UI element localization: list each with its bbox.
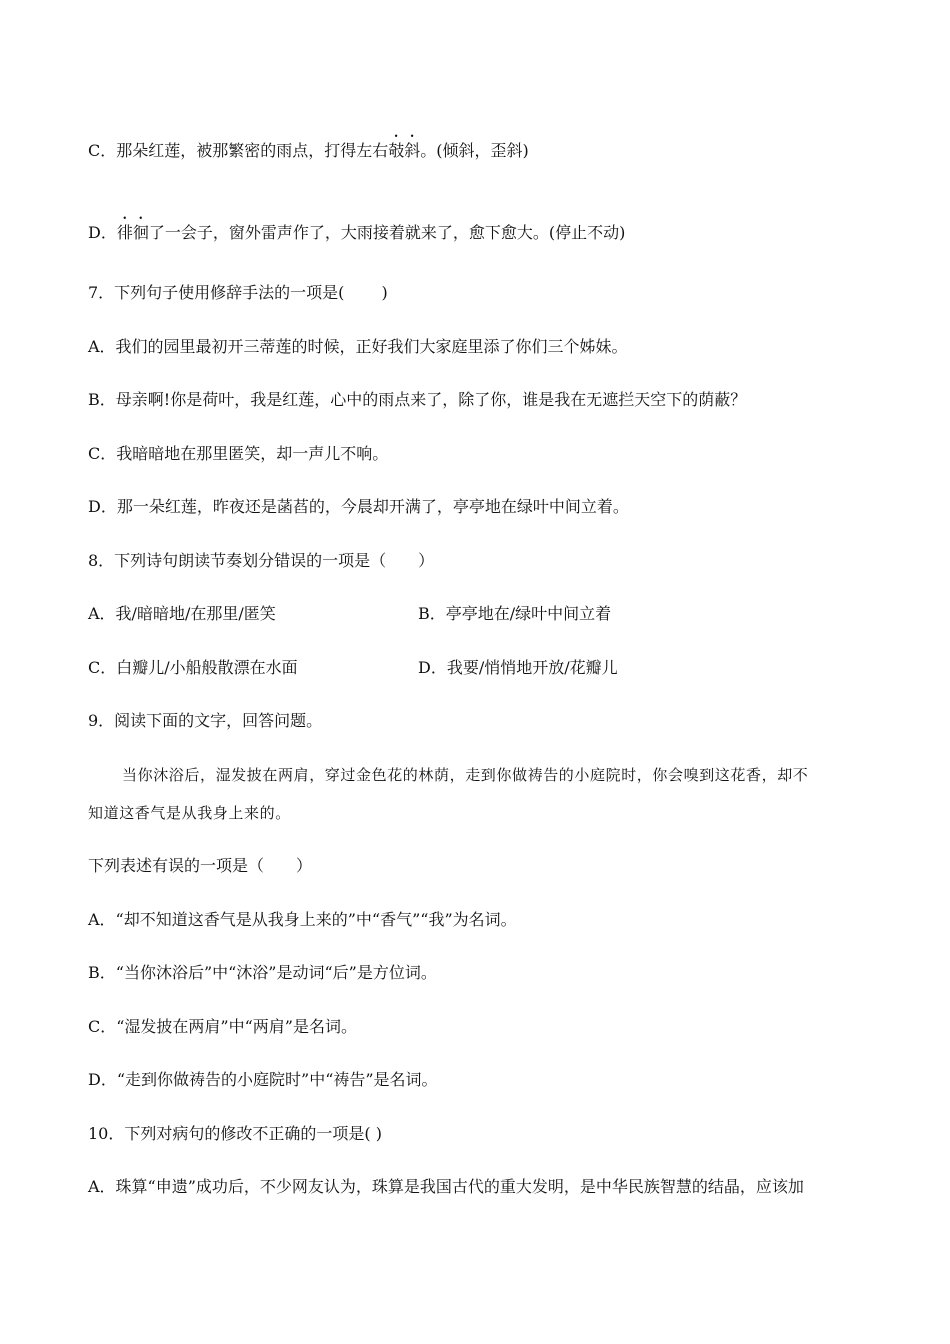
q6-option-d-label: D． xyxy=(88,223,117,242)
q7-option-d: D．那一朵红莲，昨夜还是菡萏的，今晨却开满了，亭亭地在绿叶中间立着。 xyxy=(88,497,629,516)
q7-stem: 7．下列句子使用修辞手法的一项是( ) xyxy=(88,283,388,302)
q8-option-c: C．白瓣儿/小船般散漂在水面 xyxy=(88,658,298,677)
q9-passage-line-1: 当你沐浴后，湿发披在两肩，穿过金色花的林荫，走到你做祷告的小庭院时，你会嗅到这花香，却不 xyxy=(122,766,809,784)
q9-option-b: B．“当你沐浴后”中“沐浴”是动词“后”是方位词。 xyxy=(88,963,437,982)
q7-option-c: C．我暗暗地在那里匿笑，却一声儿不响。 xyxy=(88,444,389,463)
q9-option-a: A．“却不知道这香气是从我身上来的”中“香气”“我”为名词。 xyxy=(88,910,517,929)
q8-option-a: A．我/暗暗地/在那里/匿笑 xyxy=(88,604,276,623)
q10-stem: 10．下列对病句的修改不正确的一项是( ) xyxy=(88,1124,382,1143)
q6-option-c-text-start: C．那朵红莲，被那繁密的雨点，打得左右 xyxy=(88,141,389,160)
q6-option-d-text-end: 了一会子，窗外雷声作了，大雨接着就来了，愈下愈大。(停止不动) xyxy=(148,223,626,242)
q10-option-a: A．珠算“申遗”成功后，不少网友认为，珠算是我国古代的重大发明，是中华民族智慧的结晶，应该加 xyxy=(88,1177,804,1196)
q6-option-d-emphasized-word: 徘徊 xyxy=(116,223,149,242)
q6-option-c xyxy=(88,132,529,162)
q8-stem: 8．下列诗句朗读节奏划分错误的一项是（ ） xyxy=(88,551,435,570)
q7-option-b: B．母亲啊!你是荷叶，我是红莲，心中的雨点来了，除了你，谁是我在无遮拦天空下的荫蔽？ xyxy=(88,390,747,409)
q9-sub-question: 下列表述有误的一项是（ ） xyxy=(88,856,313,875)
q6-option-c-emphasized-word: 攲斜 xyxy=(388,141,421,160)
q9-passage-line-2: 知道这香气是从我身上来的。 xyxy=(88,804,291,822)
q6-option-d xyxy=(88,214,625,244)
q7-option-a: A．我们的园里最初开三蒂莲的时候，正好我们大家庭里添了你们三个姊妹。 xyxy=(88,337,628,356)
q6-option-c-text-end: 。(倾斜，歪斜) xyxy=(420,141,529,160)
q9-option-d: D．“走到你做祷告的小庭院时”中“祷告”是名词。 xyxy=(88,1070,438,1089)
q9-option-c: C．“湿发披在两肩”中“两肩”是名词。 xyxy=(88,1017,357,1036)
q8-option-b: B．亭亭地在/绿叶中间立着 xyxy=(418,604,612,623)
q9-stem: 9．阅读下面的文字，回答问题。 xyxy=(88,711,323,730)
q8-option-d: D．我要/悄悄地开放/花瓣儿 xyxy=(418,658,618,677)
